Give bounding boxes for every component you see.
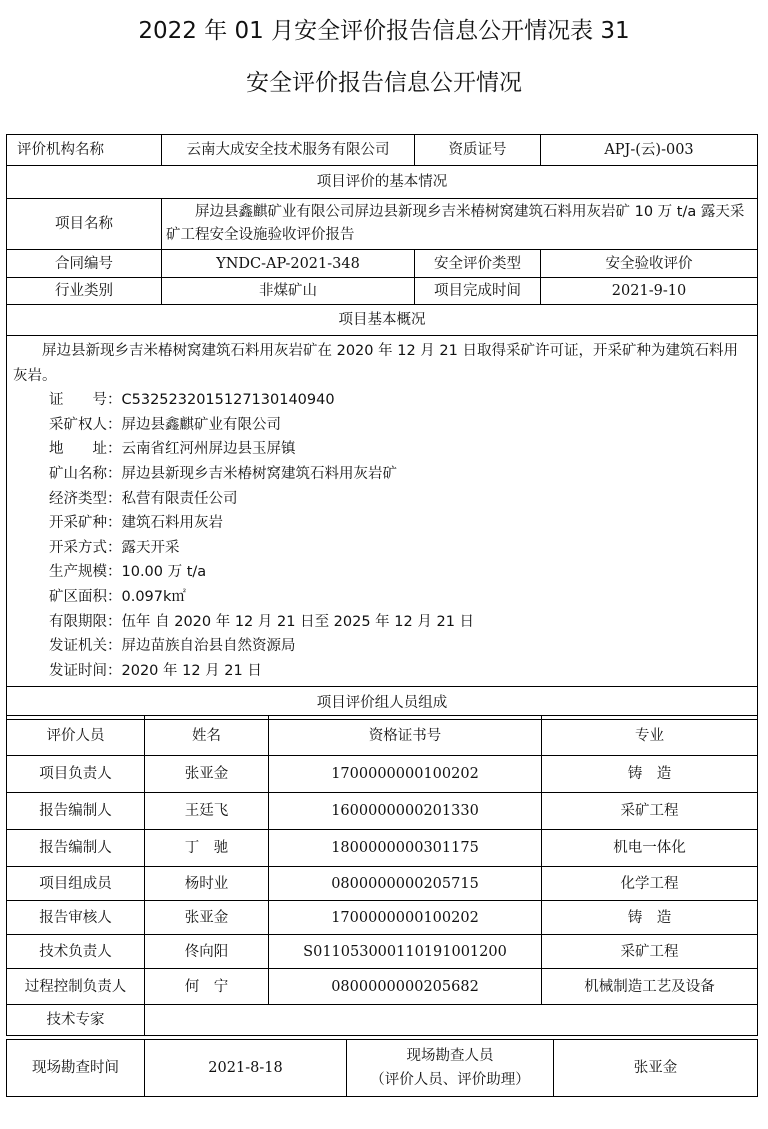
member-name: 王廷飞 bbox=[145, 793, 269, 830]
cert-value: APJ-(云)-003 bbox=[541, 135, 758, 166]
overview-line-area: 矿区面积：0.097k㎡ bbox=[49, 588, 186, 605]
member-role: 项目组成员 bbox=[7, 867, 145, 901]
project-name-label: 项目名称 bbox=[7, 199, 162, 250]
finish-time-value: 2021-9-10 bbox=[541, 278, 758, 305]
member-major: 采矿工程 bbox=[542, 793, 758, 830]
member-major: 机电一体化 bbox=[542, 830, 758, 867]
team-col-role: 评价人员 bbox=[7, 716, 145, 756]
overview-line-method: 开采方式：露天开采 bbox=[49, 539, 180, 556]
member-cert: S011053000110191001200 bbox=[269, 935, 542, 969]
site-people-label bbox=[347, 1040, 554, 1097]
overview-line-owner: 采矿权人：屏边县鑫麒矿业有限公司 bbox=[49, 416, 281, 433]
expert-value bbox=[145, 1005, 758, 1036]
team-col-major: 专业 bbox=[542, 716, 758, 756]
member-major: 铸 造 bbox=[542, 901, 758, 935]
industry-value: 非煤矿山 bbox=[162, 278, 415, 305]
expert-label: 技术专家 bbox=[7, 1005, 145, 1036]
member-cert: 1800000000301175 bbox=[269, 830, 542, 867]
overview-content bbox=[7, 336, 758, 687]
overview-line-address: 地 址：云南省红河州屏边县玉屏镇 bbox=[49, 441, 296, 458]
member-major: 机械制造工艺及设备 bbox=[542, 969, 758, 1005]
table-row bbox=[7, 793, 758, 830]
overview-line-mineral: 开采矿种：建筑石料用灰岩 bbox=[49, 515, 223, 532]
member-role: 项目负责人 bbox=[7, 756, 145, 793]
overview-line-issue-date: 发证时间：2020 年 12 月 21 日 bbox=[49, 662, 262, 679]
team-table bbox=[6, 715, 758, 1036]
finish-time-label: 项目完成时间 bbox=[415, 278, 541, 305]
member-cert: 0800000000205715 bbox=[269, 867, 542, 901]
table-row bbox=[7, 756, 758, 793]
contract-value: YNDC-AP-2021-348 bbox=[162, 250, 415, 278]
member-cert: 1700000000100202 bbox=[269, 901, 542, 935]
overview-section-header: 项目基本概况 bbox=[7, 305, 758, 336]
member-name: 何 宁 bbox=[145, 969, 269, 1005]
table-row bbox=[7, 969, 758, 1005]
team-col-name: 姓名 bbox=[145, 716, 269, 756]
overview-line-scale: 生产规模：10.00 万 t/a bbox=[49, 564, 207, 581]
overview-line-issuer: 发证机关：屏边苗族自治县自然资源局 bbox=[49, 638, 296, 655]
contract-label: 合同编号 bbox=[7, 250, 162, 278]
site-people-label-line1: 现场勘查人员 bbox=[406, 1048, 494, 1064]
member-cert: 1600000000201330 bbox=[269, 793, 542, 830]
member-name: 丁 驰 bbox=[145, 830, 269, 867]
member-cert: 0800000000205682 bbox=[269, 969, 542, 1005]
site-time-label: 现场勘查时间 bbox=[7, 1040, 145, 1097]
member-major: 铸 造 bbox=[542, 756, 758, 793]
team-col-cert: 资格证书号 bbox=[269, 716, 542, 756]
table-row bbox=[7, 935, 758, 969]
member-major: 采矿工程 bbox=[542, 935, 758, 969]
table-row bbox=[7, 830, 758, 867]
member-role: 报告审核人 bbox=[7, 901, 145, 935]
eval-type-value: 安全验收评价 bbox=[541, 250, 758, 278]
member-role: 报告编制人 bbox=[7, 830, 145, 867]
member-name: 张亚金 bbox=[145, 901, 269, 935]
overview-intro: 屏边县新现乡吉米椿树窝建筑石料用灰岩矿在 2020 年 12 月 21 日取得采矿许可证，开采矿种为建筑石料用灰岩。 bbox=[13, 343, 738, 384]
site-table bbox=[6, 1039, 758, 1097]
site-people-value: 张亚金 bbox=[554, 1040, 758, 1097]
info-table bbox=[6, 134, 758, 720]
overview-line-validity: 有限期限：伍年 自 2020 年 12 月 21 日至 2025 年 12 月 21 日 bbox=[49, 613, 475, 630]
basic-section-header: 项目评价的基本情况 bbox=[7, 166, 758, 199]
eval-type-label: 安全评价类型 bbox=[415, 250, 541, 278]
site-time-value: 2021-8-18 bbox=[145, 1040, 347, 1097]
overview-line-cert-no: 证 号：C5325232015127130140940 bbox=[49, 392, 335, 409]
org-label: 评价机构名称 bbox=[7, 135, 162, 166]
table-row bbox=[7, 867, 758, 901]
overview-line-mine-name: 矿山名称：屏边县新现乡吉米椿树窝建筑石料用灰岩矿 bbox=[49, 465, 397, 482]
site-people-label-line2: （评价人员、评价助理） bbox=[370, 1072, 530, 1088]
project-name-value: 屏边县鑫麒矿业有限公司屏边县新现乡吉米椿树窝建筑石料用灰岩矿 10 万 t/a 露天采矿工程安全设施验收评价报告 bbox=[162, 199, 758, 250]
document-title: 2022 年 01 月安全评价报告信息公开情况表 31 bbox=[138, 18, 630, 44]
cert-label: 资质证号 bbox=[415, 135, 541, 166]
team-section-header: 项目评价组人员组成 bbox=[7, 687, 758, 720]
document-subtitle: 安全评价报告信息公开情况 bbox=[246, 70, 522, 96]
member-role: 技术负责人 bbox=[7, 935, 145, 969]
member-cert: 1700000000100202 bbox=[269, 756, 542, 793]
org-value: 云南大成安全技术服务有限公司 bbox=[162, 135, 415, 166]
table-row bbox=[7, 901, 758, 935]
member-major: 化学工程 bbox=[542, 867, 758, 901]
member-name: 张亚金 bbox=[145, 756, 269, 793]
member-name: 佟向阳 bbox=[145, 935, 269, 969]
overview-line-economic-type: 经济类型：私营有限责任公司 bbox=[49, 490, 238, 507]
industry-label: 行业类别 bbox=[7, 278, 162, 305]
member-role: 过程控制负责人 bbox=[7, 969, 145, 1005]
member-name: 杨时业 bbox=[145, 867, 269, 901]
member-role: 报告编制人 bbox=[7, 793, 145, 830]
